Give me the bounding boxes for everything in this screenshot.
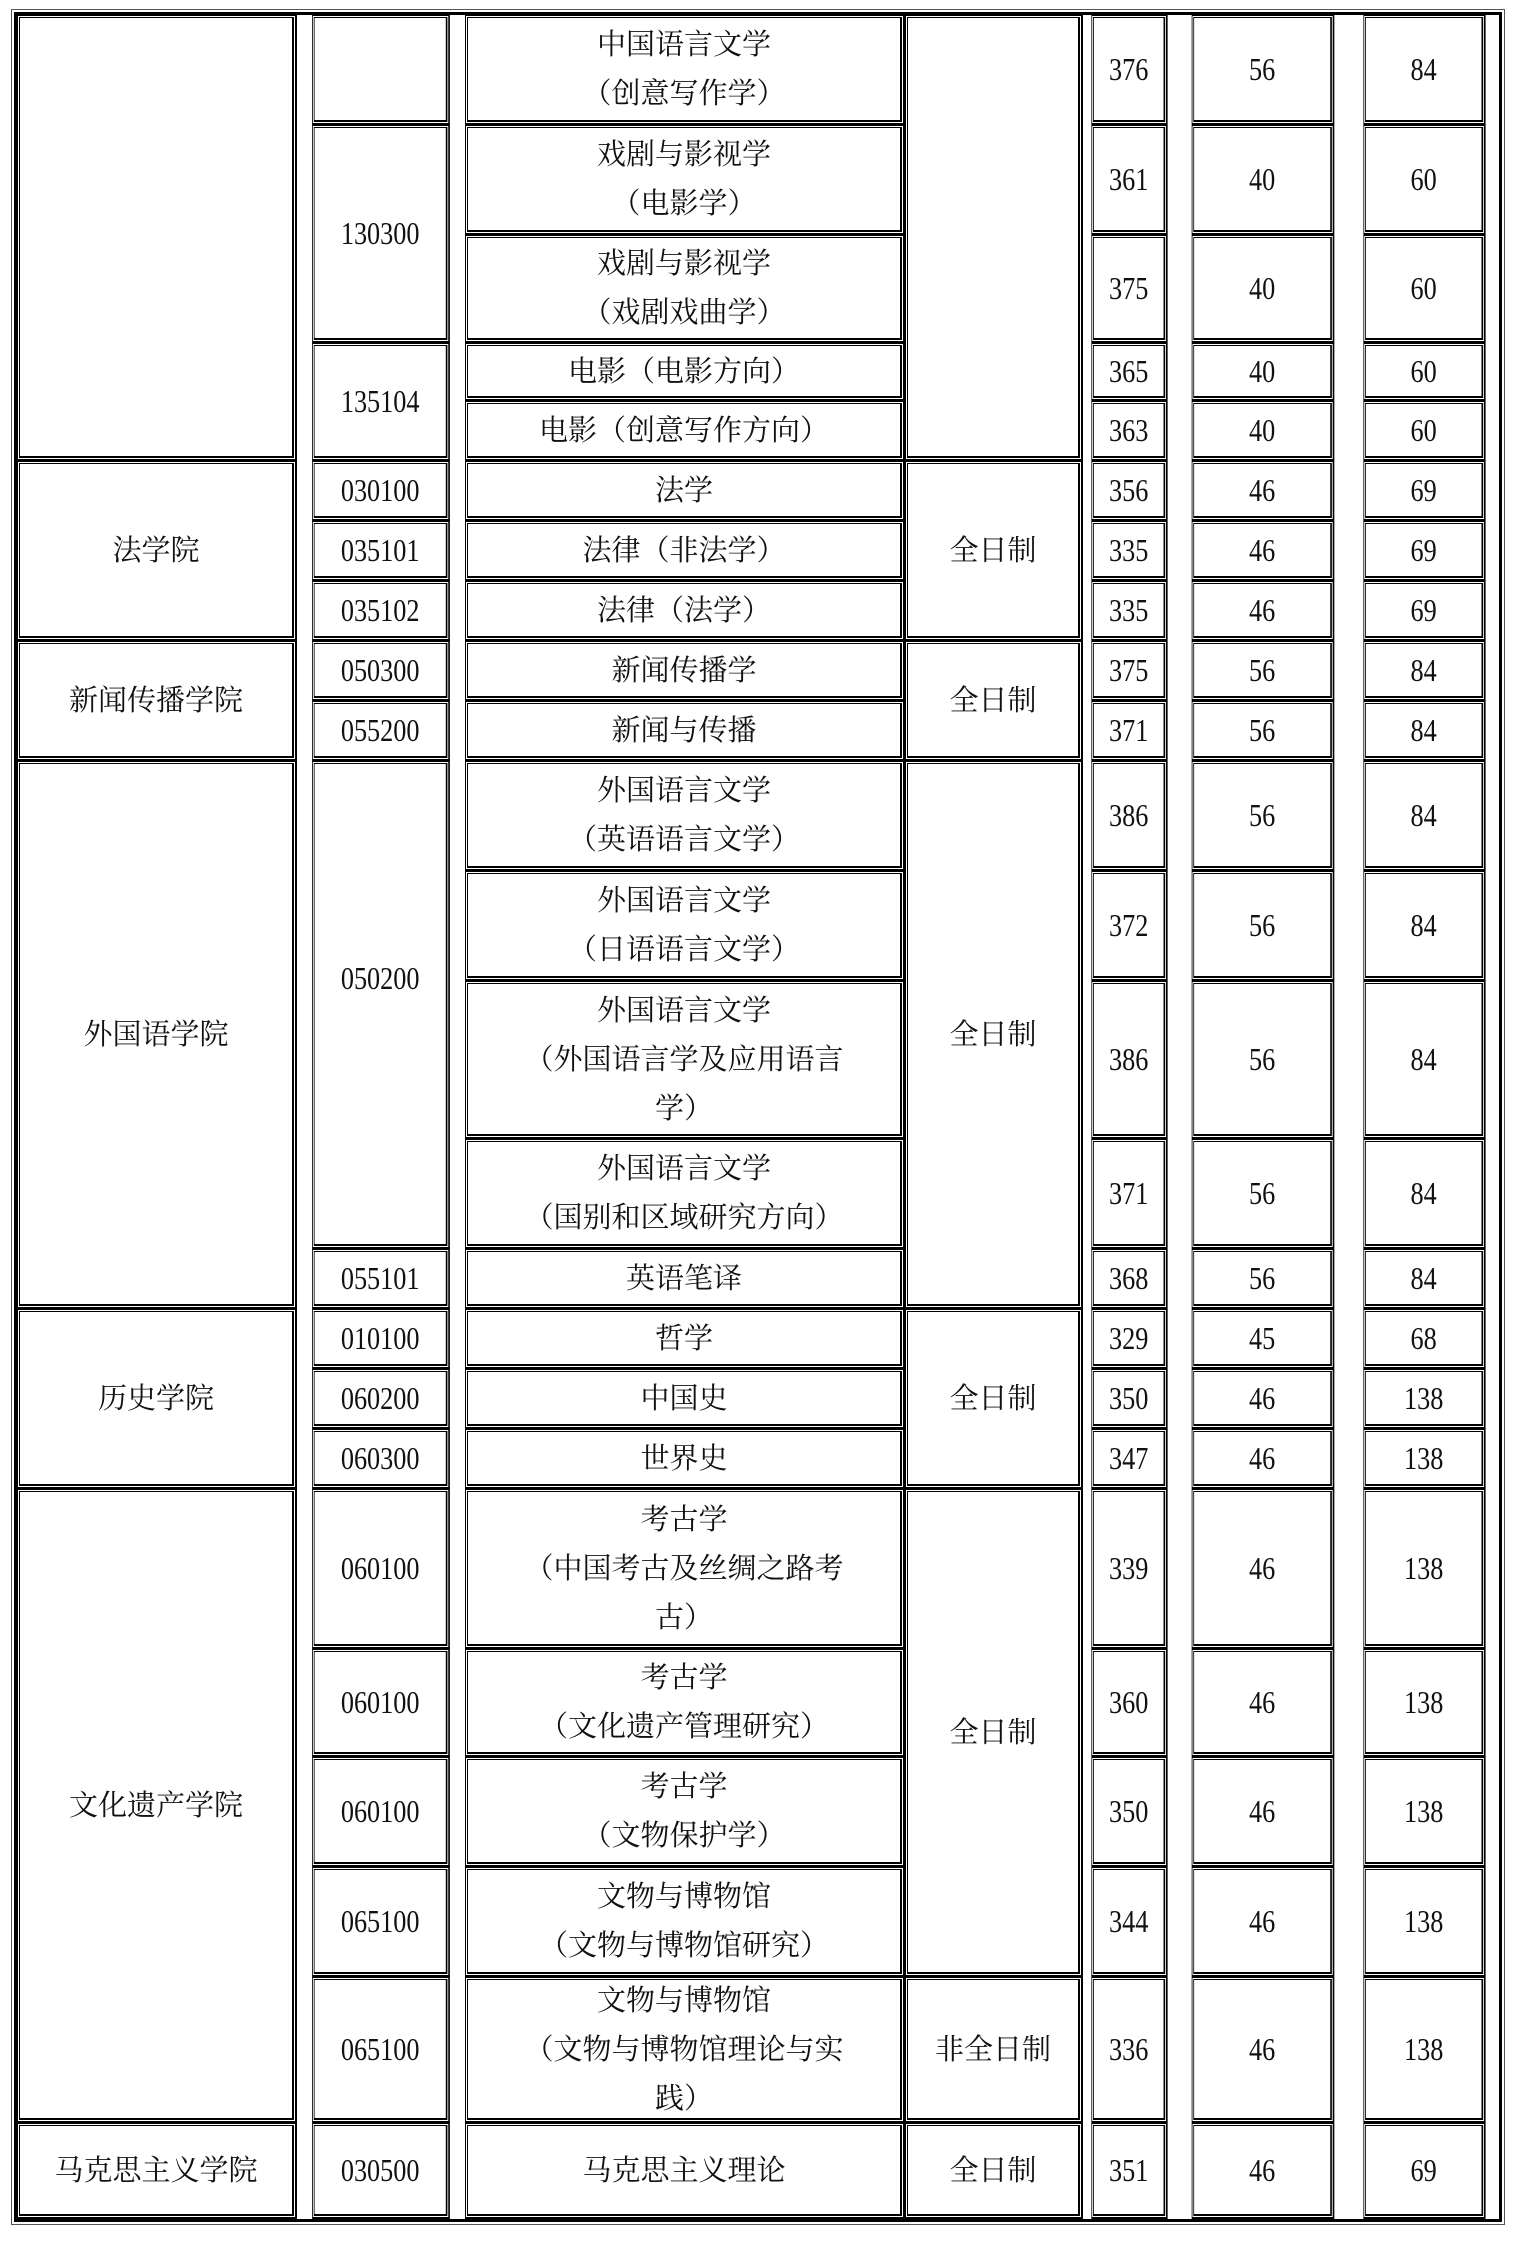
major-direction: （文物与博物馆理论与实 xyxy=(524,2031,844,2066)
single-subject-over100-cell xyxy=(1363,871,1485,981)
score-value: 60 xyxy=(1410,411,1437,448)
major-direction: （创意写作学） xyxy=(582,76,786,110)
single-subject-100-cell xyxy=(1192,1369,1335,1429)
score-value: 138 xyxy=(1404,1902,1444,1939)
code-cell xyxy=(312,1867,450,1977)
score-value: 56 xyxy=(1249,651,1276,688)
mode-value: 全日制 xyxy=(949,682,1037,717)
score-value: 368 xyxy=(1109,1259,1149,1296)
mode-value: 全日制 xyxy=(949,2152,1037,2187)
single-subject-100-cell xyxy=(1192,761,1335,871)
major-name: 新闻与传播 xyxy=(611,712,757,747)
score-value: 46 xyxy=(1249,1902,1276,1939)
single-subject-100-cell xyxy=(1192,2123,1335,2219)
score-value: 84 xyxy=(1410,1259,1437,1296)
single-subject-100-cell xyxy=(1192,15,1335,125)
code-cell xyxy=(312,521,450,581)
score-value: 56 xyxy=(1249,1259,1276,1296)
single-subject-over100-cell xyxy=(1363,701,1485,761)
code-value: 065100 xyxy=(340,1902,420,1939)
major-name: 中国史 xyxy=(640,1380,728,1415)
score-value: 138 xyxy=(1404,1439,1444,1476)
total-score-cell xyxy=(1091,581,1167,641)
code-cell xyxy=(312,1977,450,2123)
single-subject-over100-cell xyxy=(1363,15,1485,125)
total-score-cell xyxy=(1091,2123,1167,2219)
total-score-cell xyxy=(1091,1489,1167,1649)
mode-value: 非全日制 xyxy=(934,2031,1051,2066)
single-subject-100-cell xyxy=(1192,871,1335,981)
score-value: 336 xyxy=(1109,2030,1149,2067)
mode-value: 全日制 xyxy=(949,532,1037,567)
major-cell xyxy=(465,1429,905,1489)
major-direction-cont: 践） xyxy=(654,2080,713,2115)
code-cell xyxy=(312,343,450,461)
single-subject-over100-cell xyxy=(1363,1867,1485,1977)
single-subject-over100-cell xyxy=(1363,461,1485,521)
mode-cell xyxy=(905,461,1083,641)
college-cell-law xyxy=(17,461,297,641)
code-cell xyxy=(312,1489,450,1649)
major-name: 新闻传播学 xyxy=(611,652,757,687)
code-cell xyxy=(312,1309,450,1369)
total-score-cell xyxy=(1091,1867,1167,1977)
score-value: 371 xyxy=(1109,1174,1149,1211)
score-value: 69 xyxy=(1410,591,1437,628)
major-name: 戏剧与影视学 xyxy=(596,246,771,280)
mode-value: 全日制 xyxy=(949,1714,1037,1749)
score-value: 363 xyxy=(1109,411,1149,448)
college-cell-marxism xyxy=(17,2123,297,2219)
total-score-cell xyxy=(1091,1649,1167,1757)
score-value: 339 xyxy=(1109,1549,1149,1586)
major-cell xyxy=(465,1369,905,1429)
major-direction: （文物保护学） xyxy=(582,1818,786,1852)
single-subject-100-cell xyxy=(1192,125,1335,235)
college-label: 外国语学院 xyxy=(83,1016,229,1051)
score-value: 375 xyxy=(1109,651,1149,688)
score-value: 351 xyxy=(1109,2151,1149,2188)
mode-cell xyxy=(905,761,1083,1309)
score-value: 350 xyxy=(1109,1792,1149,1829)
single-subject-100-cell xyxy=(1192,1977,1335,2123)
single-subject-100-cell xyxy=(1192,343,1335,401)
code-cell xyxy=(312,1757,450,1867)
code-cell xyxy=(312,15,450,125)
score-value: 69 xyxy=(1410,2151,1437,2188)
score-value: 68 xyxy=(1410,1319,1437,1356)
score-value: 46 xyxy=(1249,591,1276,628)
score-value: 84 xyxy=(1410,1174,1437,1211)
major-cell xyxy=(465,401,905,461)
code-value: 010100 xyxy=(340,1319,420,1356)
major-name: 考古学 xyxy=(640,1769,728,1803)
single-subject-over100-cell xyxy=(1363,1249,1485,1309)
score-value: 138 xyxy=(1404,1549,1444,1586)
score-value: 350 xyxy=(1109,1379,1149,1416)
single-subject-over100-cell xyxy=(1363,1757,1485,1867)
single-subject-over100-cell xyxy=(1363,1649,1485,1757)
score-value: 371 xyxy=(1109,711,1149,748)
score-value: 46 xyxy=(1249,1379,1276,1416)
score-value: 40 xyxy=(1249,352,1276,389)
major-name: 哲学 xyxy=(654,1320,713,1355)
score-value: 46 xyxy=(1249,1549,1276,1586)
major-cell xyxy=(465,15,905,125)
major-name: 电影（电影方向） xyxy=(567,353,800,388)
major-cell xyxy=(465,235,905,343)
code-value: 050300 xyxy=(340,651,420,688)
major-name: 外国语言文学 xyxy=(596,992,771,1027)
college-cell-foreign-languages xyxy=(17,761,297,1309)
major-name: 考古学 xyxy=(640,1660,728,1694)
total-score-cell xyxy=(1091,1139,1167,1249)
major-cell xyxy=(465,1249,905,1309)
major-direction: （中国考古及丝绸之路考 xyxy=(524,1550,844,1585)
score-value: 138 xyxy=(1404,1792,1444,1829)
major-name: 法律（非法学） xyxy=(582,532,786,567)
major-cell xyxy=(465,343,905,401)
score-value: 375 xyxy=(1109,269,1149,306)
single-subject-100-cell xyxy=(1192,1429,1335,1489)
score-value: 46 xyxy=(1249,1439,1276,1476)
code-value: 130300 xyxy=(340,214,420,251)
major-cell xyxy=(465,701,905,761)
major-name: 外国语言文学 xyxy=(596,773,771,807)
single-subject-100-cell xyxy=(1192,401,1335,461)
single-subject-100-cell xyxy=(1192,1309,1335,1369)
code-value: 055200 xyxy=(340,711,420,748)
single-subject-100-cell xyxy=(1192,1139,1335,1249)
code-value: 035101 xyxy=(340,531,420,568)
score-value: 347 xyxy=(1109,1439,1149,1476)
major-name: 法学 xyxy=(654,472,713,507)
major-cell xyxy=(465,125,905,235)
major-name: 中国语言文学 xyxy=(596,27,771,61)
total-score-cell xyxy=(1091,1249,1167,1309)
college-cell-history xyxy=(17,1309,297,1489)
code-value: 065100 xyxy=(340,2030,420,2067)
college-cell-cultural-heritage xyxy=(17,1489,297,2123)
mode-cell xyxy=(905,1309,1083,1489)
score-value: 46 xyxy=(1249,2151,1276,2188)
single-subject-over100-cell xyxy=(1363,401,1485,461)
major-direction: （戏剧戏曲学） xyxy=(582,295,786,329)
score-value: 46 xyxy=(1249,1683,1276,1720)
single-subject-over100-cell xyxy=(1363,521,1485,581)
single-subject-over100-cell xyxy=(1363,343,1485,401)
major-name: 外国语言文学 xyxy=(596,883,771,917)
single-subject-over100-cell xyxy=(1363,1429,1485,1489)
college-label: 文化遗产学院 xyxy=(68,1787,243,1822)
total-score-cell xyxy=(1091,1429,1167,1489)
major-name: 世界史 xyxy=(640,1440,728,1475)
code-cell xyxy=(312,461,450,521)
mode-value: 全日制 xyxy=(949,1016,1037,1051)
mode-cell xyxy=(905,1977,1083,2123)
major-cell xyxy=(465,1309,905,1369)
single-subject-100-cell xyxy=(1192,701,1335,761)
code-value: 060100 xyxy=(340,1683,420,1720)
major-direction: （文化遗产管理研究） xyxy=(538,1709,829,1743)
total-score-cell xyxy=(1091,871,1167,981)
major-name: 考古学 xyxy=(640,1501,728,1536)
score-value: 138 xyxy=(1404,1683,1444,1720)
college-label: 历史学院 xyxy=(97,1380,214,1415)
mode-value: 全日制 xyxy=(949,1380,1037,1415)
single-subject-100-cell xyxy=(1192,461,1335,521)
major-name: 文物与博物馆 xyxy=(596,1982,771,2017)
total-score-cell xyxy=(1091,461,1167,521)
score-value: 45 xyxy=(1249,1319,1276,1356)
score-value: 84 xyxy=(1410,651,1437,688)
score-value: 84 xyxy=(1410,796,1437,833)
score-value: 60 xyxy=(1410,269,1437,306)
major-name: 电影（创意写作方向） xyxy=(538,412,829,447)
code-value: 030500 xyxy=(340,2151,420,2188)
code-cell xyxy=(312,125,450,343)
major-direction: （外国语言学及应用语言 xyxy=(524,1041,844,1076)
single-subject-over100-cell xyxy=(1363,1977,1485,2123)
major-name: 文物与博物馆 xyxy=(596,1879,771,1913)
college-label: 法学院 xyxy=(112,532,200,567)
mode-cell xyxy=(905,1489,1083,1977)
major-cell xyxy=(465,1867,905,1977)
code-cell xyxy=(312,2123,450,2219)
total-score-cell xyxy=(1091,1977,1167,2123)
score-value: 69 xyxy=(1410,531,1437,568)
mode-cell xyxy=(905,2123,1083,2219)
major-direction: （国别和区域研究方向） xyxy=(524,1200,844,1234)
major-cell xyxy=(465,871,905,981)
score-value: 329 xyxy=(1109,1319,1149,1356)
code-value: 050200 xyxy=(340,960,420,996)
college-cell-continued xyxy=(17,15,297,461)
mode-cell xyxy=(905,15,1083,461)
major-direction: （日语语言文学） xyxy=(567,932,800,966)
score-value: 84 xyxy=(1410,1040,1437,1077)
code-value: 055101 xyxy=(340,1259,420,1296)
single-subject-100-cell xyxy=(1192,981,1335,1139)
score-value: 56 xyxy=(1249,1040,1276,1077)
score-value: 138 xyxy=(1404,1379,1444,1416)
single-subject-100-cell xyxy=(1192,581,1335,641)
single-subject-over100-cell xyxy=(1363,581,1485,641)
code-value: 030100 xyxy=(340,471,420,508)
score-value: 46 xyxy=(1249,1792,1276,1829)
major-cell xyxy=(465,521,905,581)
code-cell xyxy=(312,761,450,1249)
major-cell xyxy=(465,2123,905,2219)
major-cell xyxy=(465,581,905,641)
score-value: 40 xyxy=(1249,269,1276,306)
score-value: 46 xyxy=(1249,471,1276,508)
single-subject-100-cell xyxy=(1192,235,1335,343)
total-score-cell xyxy=(1091,15,1167,125)
single-subject-over100-cell xyxy=(1363,1489,1485,1649)
code-cell xyxy=(312,1369,450,1429)
code-cell xyxy=(312,1649,450,1757)
major-name: 马克思主义理论 xyxy=(582,2152,786,2187)
score-value: 56 xyxy=(1249,796,1276,833)
major-direction: （文物与博物馆研究） xyxy=(538,1928,829,1962)
major-cell xyxy=(465,1757,905,1867)
score-value: 376 xyxy=(1109,50,1149,87)
single-subject-100-cell xyxy=(1192,1249,1335,1309)
total-score-cell xyxy=(1091,401,1167,461)
score-value: 372 xyxy=(1109,906,1149,943)
total-score-cell xyxy=(1091,981,1167,1139)
total-score-cell xyxy=(1091,125,1167,235)
score-value: 56 xyxy=(1249,906,1276,943)
score-value: 56 xyxy=(1249,50,1276,87)
major-cell xyxy=(465,641,905,701)
code-value: 060200 xyxy=(340,1379,420,1416)
total-score-cell xyxy=(1091,641,1167,701)
single-subject-100-cell xyxy=(1192,521,1335,581)
score-value: 84 xyxy=(1410,711,1437,748)
total-score-cell xyxy=(1091,1309,1167,1369)
code-value: 035102 xyxy=(340,591,420,628)
major-name: 英语笔译 xyxy=(625,1260,742,1295)
score-value: 344 xyxy=(1109,1902,1149,1939)
code-cell xyxy=(312,1249,450,1309)
major-direction: （英语语言文学） xyxy=(567,822,800,856)
score-value: 40 xyxy=(1249,411,1276,448)
major-cell xyxy=(465,1649,905,1757)
total-score-cell xyxy=(1091,761,1167,871)
single-subject-100-cell xyxy=(1192,1867,1335,1977)
code-value: 060100 xyxy=(340,1549,420,1586)
score-value: 46 xyxy=(1249,2030,1276,2067)
score-value: 69 xyxy=(1410,471,1437,508)
major-name: 法律（法学） xyxy=(596,592,771,627)
single-subject-over100-cell xyxy=(1363,1139,1485,1249)
code-cell xyxy=(312,1429,450,1489)
score-value: 84 xyxy=(1410,906,1437,943)
code-cell xyxy=(312,581,450,641)
major-cell xyxy=(465,461,905,521)
major-name: 外国语言文学 xyxy=(596,1151,771,1185)
single-subject-100-cell xyxy=(1192,1489,1335,1649)
score-value: 386 xyxy=(1109,1040,1149,1077)
major-cell xyxy=(465,1489,905,1649)
total-score-cell xyxy=(1091,1757,1167,1867)
code-value: 060300 xyxy=(340,1439,420,1476)
mode-cell xyxy=(905,641,1083,761)
score-value: 40 xyxy=(1249,160,1276,197)
single-subject-over100-cell xyxy=(1363,981,1485,1139)
code-cell xyxy=(312,701,450,761)
code-cell xyxy=(312,641,450,701)
major-cell xyxy=(465,1977,905,2123)
single-subject-over100-cell xyxy=(1363,761,1485,871)
code-value: 060100 xyxy=(340,1792,420,1829)
score-value: 84 xyxy=(1410,50,1437,87)
major-cell xyxy=(465,761,905,871)
single-subject-100-cell xyxy=(1192,1649,1335,1757)
total-score-cell xyxy=(1091,343,1167,401)
score-value: 356 xyxy=(1109,471,1149,508)
major-direction: （电影学） xyxy=(611,186,757,220)
single-subject-over100-cell xyxy=(1363,2123,1485,2219)
score-value: 361 xyxy=(1109,160,1149,197)
score-value: 60 xyxy=(1410,352,1437,389)
single-subject-over100-cell xyxy=(1363,235,1485,343)
major-name: 戏剧与影视学 xyxy=(596,137,771,171)
score-value: 46 xyxy=(1249,531,1276,568)
single-subject-over100-cell xyxy=(1363,125,1485,235)
score-value: 56 xyxy=(1249,1174,1276,1211)
college-cell-journalism xyxy=(17,641,297,761)
total-score-cell xyxy=(1091,701,1167,761)
single-subject-over100-cell xyxy=(1363,1369,1485,1429)
major-direction-cont: 古） xyxy=(654,1599,713,1634)
code-value: 135104 xyxy=(340,382,420,419)
total-score-cell xyxy=(1091,521,1167,581)
major-direction-cont: 学） xyxy=(654,1090,713,1125)
single-subject-over100-cell xyxy=(1363,641,1485,701)
major-cell xyxy=(465,981,905,1139)
major-cell xyxy=(465,1139,905,1249)
score-value: 360 xyxy=(1109,1683,1149,1720)
score-value: 138 xyxy=(1404,2030,1444,2067)
college-label: 新闻传播学院 xyxy=(68,682,243,717)
score-value: 365 xyxy=(1109,352,1149,389)
single-subject-100-cell xyxy=(1192,641,1335,701)
total-score-cell xyxy=(1091,235,1167,343)
score-value: 60 xyxy=(1410,160,1437,197)
college-label: 马克思主义学院 xyxy=(54,2152,258,2187)
total-score-cell xyxy=(1091,1369,1167,1429)
single-subject-over100-cell xyxy=(1363,1309,1485,1369)
score-value: 335 xyxy=(1109,531,1149,568)
score-value: 335 xyxy=(1109,591,1149,628)
single-subject-100-cell xyxy=(1192,1757,1335,1867)
score-value: 386 xyxy=(1109,796,1149,833)
score-value: 56 xyxy=(1249,711,1276,748)
